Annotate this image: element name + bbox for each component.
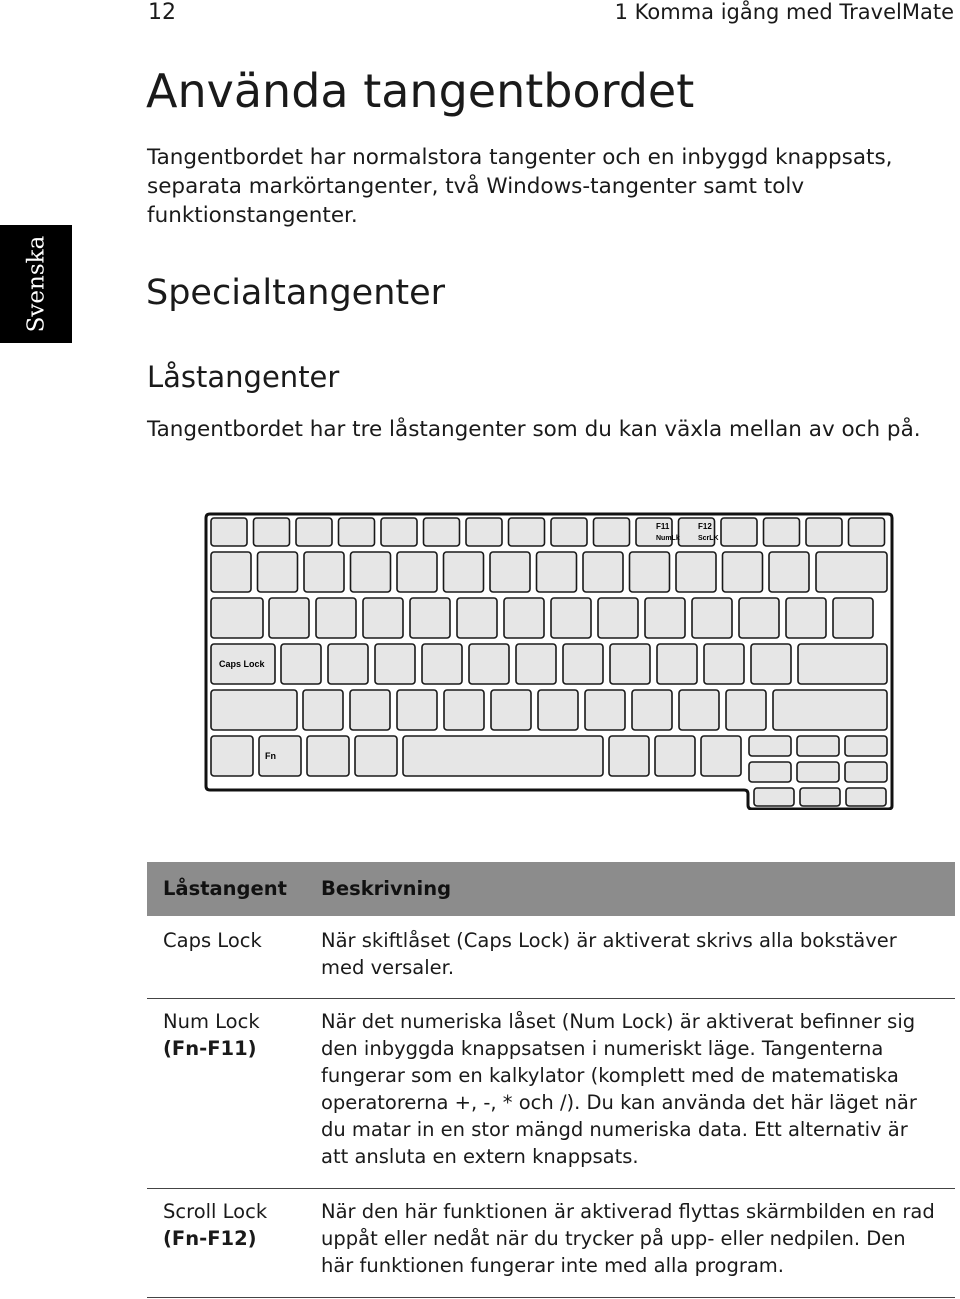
alt-key (355, 736, 397, 776)
arrow-up-key (749, 736, 791, 756)
keyboard-key (598, 598, 638, 638)
f12-key-sublabel: ScrLK (698, 535, 719, 542)
keyboard-key (316, 598, 356, 638)
keyboard-keys (206, 514, 892, 809)
keyboard-key (410, 598, 450, 638)
keyboard-key (504, 598, 544, 638)
keyboard-key (258, 552, 298, 592)
keyboard-key (846, 788, 886, 806)
keyboard-key (397, 690, 437, 730)
table-header-key: Låstangent (163, 877, 287, 900)
keyboard-key (769, 552, 809, 592)
keyboard-key (328, 644, 368, 684)
function-key (296, 518, 332, 546)
function-key (424, 518, 460, 546)
keyboard-key (679, 690, 719, 730)
keyboard-key (800, 788, 840, 806)
table-bottom-rule (147, 1297, 955, 1298)
lock-key-combo: (Fn-F12) (163, 1227, 257, 1250)
keyboard-key (833, 598, 873, 638)
keyboard-key (303, 690, 343, 730)
keyboard-key (609, 736, 649, 776)
keyboard-key (657, 644, 697, 684)
keyboard-key (444, 690, 484, 730)
keyboard-key (281, 644, 321, 684)
keyboard-key (551, 598, 591, 638)
keyboard-key (422, 644, 462, 684)
ctrl-key (211, 736, 253, 776)
keyboard-key (304, 552, 344, 592)
keyboard-key (754, 788, 794, 806)
function-key (254, 518, 290, 546)
tab-key (211, 598, 263, 638)
f11-key-sublabel: NumLk (656, 535, 680, 542)
lock-key-description: När den här funktionen är aktiverad flyttas skärmbilden en rad uppåt eller nedåt när du trycker på upp- eller nedpilen. Den här funktionen fungerar inte med alla program. (321, 1200, 935, 1277)
table-row-divider (147, 1188, 955, 1189)
space-key (403, 736, 603, 776)
lock-key-name: Num Lock (Fn-F11) (163, 1010, 260, 1060)
keyboard-key (645, 598, 685, 638)
keyboard-key (751, 644, 791, 684)
enter-key (798, 644, 887, 684)
keyboard-key (723, 552, 763, 592)
arrow-down-key (797, 762, 839, 782)
function-key (849, 518, 885, 546)
keyboard-key (491, 690, 531, 730)
keyboard-key (701, 736, 741, 776)
table-header (147, 862, 955, 916)
keyboard-key (739, 598, 779, 638)
keyboard-key (704, 644, 744, 684)
table-header-description: Beskrivning (321, 877, 452, 900)
keyboard-key (538, 690, 578, 730)
table-row-divider (147, 998, 955, 999)
keyboard-key (655, 736, 695, 776)
f11-key-label: F11 (656, 522, 670, 531)
keyboard-key (563, 644, 603, 684)
windows-key (307, 736, 349, 776)
lock-key-description: När det numeriska låset (Num Lock) är aktiverat befinner sig den inbyggda knappsatsen i numeriskt läge. Tangenterna fungerar som en kalkylator (komplett med de matematiska operatorerna +, -, * och /). Du kan använda det här läget när du matar in en stor mängd numeriska data. Ett alternativ är att ansluta en extern knappsats. (321, 1010, 917, 1168)
function-key (551, 518, 587, 546)
keyboard-key (632, 690, 672, 730)
lock-key-description: När skiftlåset (Caps Lock) är aktiverat skrivs alla bokstäver med versaler. (321, 929, 897, 979)
keyboard-key (375, 644, 415, 684)
keyboard-key (726, 690, 766, 730)
keyboard-key (397, 552, 437, 592)
lock-key-name: Scroll Lock (Fn-F12) (163, 1200, 268, 1250)
function-key (466, 518, 502, 546)
keyboard-key (845, 736, 887, 756)
keyboard-illustration (204, 512, 894, 810)
backspace-key (816, 552, 887, 592)
function-key (806, 518, 842, 546)
function-key (509, 518, 545, 546)
keyboard-key (676, 552, 716, 592)
keyboard-key (786, 598, 826, 638)
lock-key-combo: (Fn-F11) (163, 1037, 257, 1060)
page-number: 12 (148, 0, 176, 25)
keyboard-key (350, 690, 390, 730)
page-title: Använda tangentbordet (146, 64, 695, 118)
keyboard-key (490, 552, 530, 592)
keyboard-key (630, 552, 670, 592)
fn-key-label: Fn (265, 751, 276, 761)
keyboard-key (749, 762, 791, 782)
function-key (764, 518, 800, 546)
function-key (721, 518, 757, 546)
intro-paragraph: Tangentbordet har normalstora tangenter och en inbyggd knappsats, separata markörtangenter, två Windows-tangenter samt tolv funktionstangenter. (147, 145, 893, 228)
subsection-paragraph: Tangentbordet har tre låstangenter som du kan växla mellan av och på. (147, 417, 921, 442)
caps-lock-key-label: Caps Lock (219, 659, 265, 669)
keyboard-key (469, 644, 509, 684)
f12-key-label: F12 (698, 522, 712, 531)
running-header: 1 Komma igång med TravelMate (614, 0, 954, 24)
keyboard-key (444, 552, 484, 592)
language-side-tab (0, 225, 72, 343)
language-side-tab-label: Svenska (23, 235, 50, 333)
keyboard-key (845, 762, 887, 782)
subsection-heading: Låstangenter (147, 360, 340, 394)
lock-key-name: Caps Lock (163, 929, 262, 952)
section-heading: Specialtangenter (146, 273, 446, 313)
keyboard-key (537, 552, 577, 592)
keyboard-key (269, 598, 309, 638)
keyboard-key (583, 552, 623, 592)
keyboard-key (692, 598, 732, 638)
keyboard-key (516, 644, 556, 684)
left-shift-key (211, 690, 297, 730)
keyboard-key (610, 644, 650, 684)
function-key (339, 518, 375, 546)
keyboard-key (797, 736, 839, 756)
function-key (211, 518, 247, 546)
keyboard-key (585, 690, 625, 730)
function-key (381, 518, 417, 546)
keyboard-key (211, 552, 251, 592)
keyboard-key (457, 598, 497, 638)
keyboard-key (363, 598, 403, 638)
right-shift-key (773, 690, 887, 730)
keyboard-key (351, 552, 391, 592)
function-key (594, 518, 630, 546)
